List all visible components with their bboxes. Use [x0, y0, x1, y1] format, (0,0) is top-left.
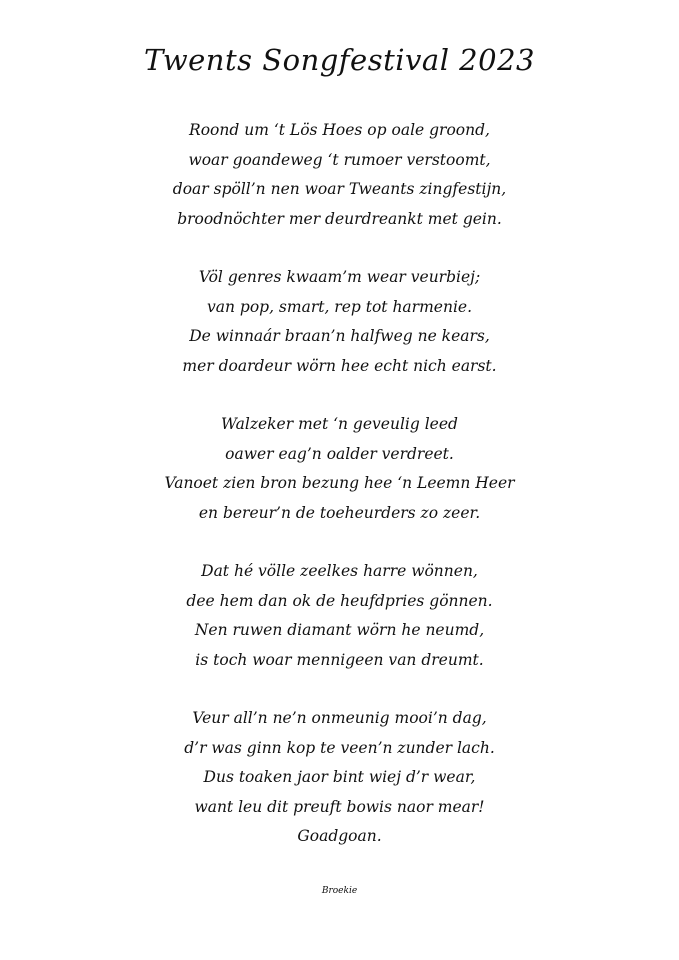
poem-line: want leu dit preuft bowis naor mear! [194, 797, 485, 816]
poem-line: Völ genres kwaam’m wear veurbiej; [198, 268, 481, 286]
poem-line: broodnöchter mer deurdreankt met gein. [177, 209, 502, 228]
poem-line: De winnaár braan’n halfweg ne kears, [189, 327, 490, 345]
stanza-2 [0, 263, 679, 381]
poem-line: Roond um ‘t Lös Hoes op oale groond, [189, 121, 490, 139]
poem-line: Nen ruwen diamant wörn he neumd, [194, 621, 485, 639]
stanza-5 [0, 704, 679, 852]
stanza-1 [0, 116, 679, 234]
poem-line: Vanoet zien bron bezung hee ‘n Leemn Heer [164, 474, 515, 492]
poem-line: is toch woar mennigeen van dreumt. [195, 650, 484, 669]
poem-line: doar spöll’n nen woar Tweants zingfestijn, [172, 180, 507, 198]
author-signature: Broekie [321, 886, 358, 896]
poem-line: Veur all’n ne’n onmeunig mooi’n dag, [192, 709, 487, 727]
poem-closing-line: Goadgoan. [297, 827, 382, 845]
poem-line: en bereur’n de toeheurders zo zeer. [198, 503, 481, 522]
poem-line: oawer eag’n oalder verdreet. [225, 444, 454, 463]
poem-line: Dat hé völle zeelkes harre wönnen, [201, 562, 478, 580]
poem-line: mer doardeur wörn hee echt nich earst. [182, 356, 497, 375]
poem-line: Dus toaken jaor bint wiej d’r wear, [203, 768, 476, 786]
poem-title: Twents Songfestival 2023 [144, 43, 535, 77]
poem-line: Walzeker met ‘n geveulig leed [221, 415, 458, 433]
stanza-3 [0, 410, 679, 528]
poem-body [0, 116, 679, 881]
stanza-4 [0, 557, 679, 675]
poem-line: van pop, smart, rep tot harmenie. [206, 297, 472, 316]
poem-line: d’r was ginn kop te veen’n zunder lach. [184, 738, 495, 757]
poem-line: dee hem dan ok de heufdpries gönnen. [186, 591, 493, 610]
poem-line: woar goandeweg ‘t rumoer verstoomt, [188, 150, 491, 169]
